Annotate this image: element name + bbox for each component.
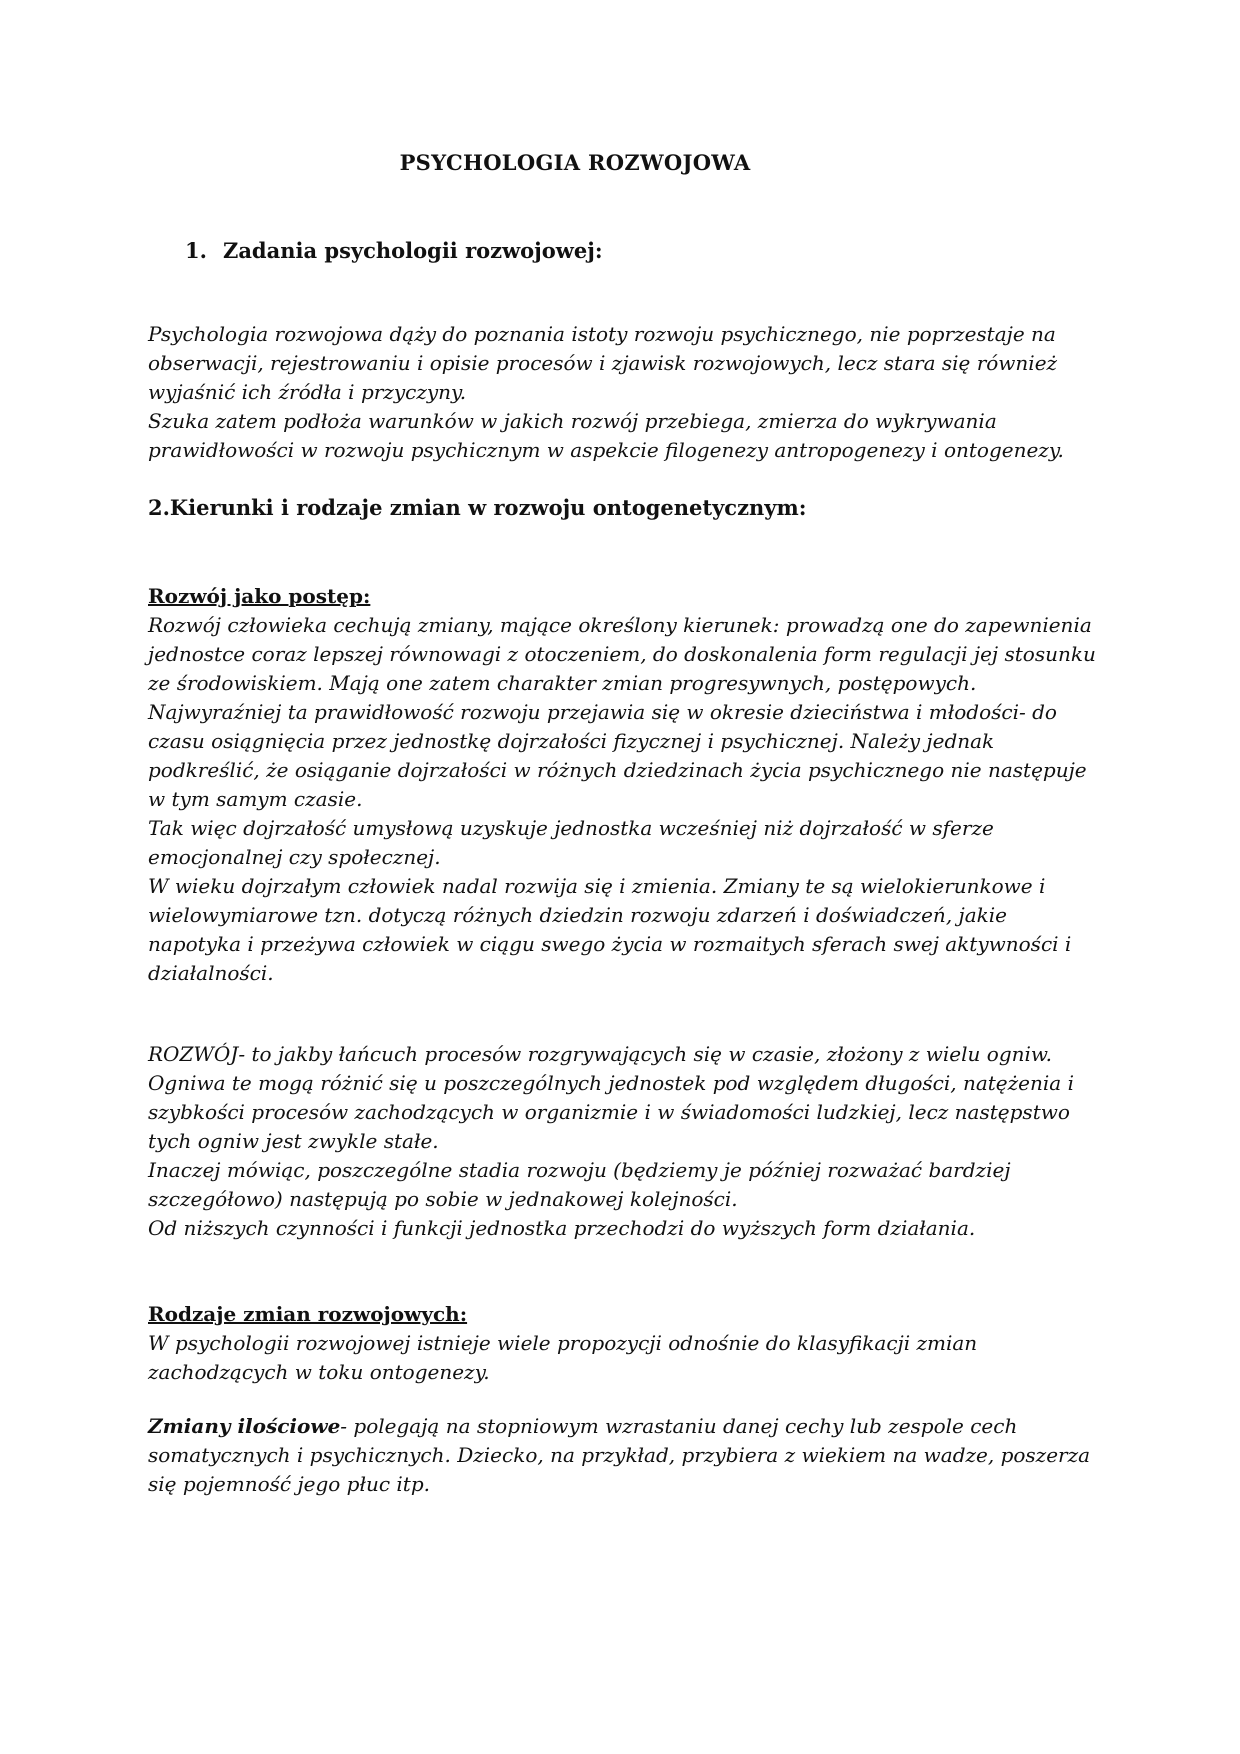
paragraph-line: ze środowiskiem. Mają one zatem charakter zmian progresywnych, postępowych.: [148, 671, 977, 695]
paragraph-line: jednostce coraz lepszej równowagi z otoczeniem, do doskonalenia form regulacji jej stosunku: [148, 642, 1096, 666]
paragraph-line: napotyka i przeżywa człowiek w ciągu swego życia w rozmaitych sferach swej aktywności i: [148, 932, 1072, 956]
paragraph-line: ROZWÓJ- to jakby łańcuch procesów rozgrywających się w czasie, złożony z wielu ogniw.: [148, 1042, 1053, 1066]
paragraph-line: się pojemność jego płuc itp.: [148, 1472, 431, 1496]
paragraph-line: somatycznych i psychicznych. Dziecko, na przykład, przybiera z wiekiem na wadze, poszerza: [148, 1443, 1091, 1467]
paragraph-line: Tak więc dojrzałość umysłową uzyskuje jednostka wcześniej niż dojrzałość w sferze: [148, 816, 994, 840]
paragraph-line: Najwyraźniej ta prawidłowość rozwoju przejawia się w okresie dzieciństwa i młodości- do: [148, 700, 1057, 724]
paragraph-line: Ogniwa te mogą różnić się u poszczególnych jednostek pod względem długości, natężenia i: [148, 1071, 1074, 1095]
document-title: PSYCHOLOGIA ROZWOJOWA: [399, 150, 751, 175]
paragraph-line: zachodzących w toku ontogenezy.: [148, 1360, 490, 1384]
paragraph-line: działalności.: [148, 961, 274, 985]
paragraph-line: tych ogniw jest zwykle stałe.: [148, 1129, 439, 1153]
development-paragraph: [148, 1040, 1098, 1243]
paragraph-line: podkreślić, że osiąganie dojrzałości w różnych dziedzinach życia psychicznego nie następuje: [148, 758, 1087, 782]
paragraph-line: w tym samym czasie.: [148, 787, 363, 811]
paragraph-line: Szuka zatem podłoża warunków w jakich rozwój przebiega, zmierza do wykrywania: [148, 409, 997, 433]
paragraph-line: czasu osiągnięcia przez jednostkę dojrzałości fizycznej i psychicznej. Należy jednak: [148, 729, 995, 753]
paragraph-line: obserwacji, rejestrowaniu i opisie procesów i zjawisk rozwojowych, lecz stara się również: [148, 351, 1058, 375]
paragraph-line: Od niższych czynności i funkcji jednostka przechodzi do wyższych form działania.: [148, 1216, 976, 1240]
paragraph-line: wyjaśnić ich źródła i przyczyny.: [148, 380, 467, 404]
section-1-heading: [185, 238, 603, 263]
types-subheading: Rodzaje zmian rozwojowych:: [148, 1302, 468, 1326]
progress-subheading: Rozwój jako postęp:: [148, 584, 371, 608]
section-1-paragraph: [148, 320, 1098, 465]
paragraph-line: szczegółowo) następują po sobie w jednakowej kolejności.: [148, 1187, 738, 1211]
paragraph-line: [148, 1412, 1098, 1441]
progress-section: [148, 582, 1098, 988]
paragraph-line: emocjonalnej czy społecznej.: [148, 845, 441, 869]
quantitative-term: Zmiany ilościowe: [148, 1414, 341, 1438]
paragraph-line: prawidłowości w rozwoju psychicznym w aspekcie filogenezy antropogenezy i ontogenezy.: [148, 438, 1064, 462]
paragraph-line: wielowymiarowe tzn. dotyczą różnych dziedzin rozwoju zdarzeń i doświadczeń, jakie: [148, 903, 1008, 927]
section-1-number: 1.: [185, 238, 207, 263]
paragraph-line: Rozwój człowieka cechują zmiany, mające określony kierunek: prowadzą one do zapewnienia: [148, 613, 1092, 637]
paragraph-line: Inaczej mówiąc, poszczególne stadia rozwoju (będziemy je później rozważać bardziej: [148, 1158, 1011, 1182]
paragraph-line: W wieku dojrzałym człowiek nadal rozwija się i zmienia. Zmiany te są wielokierunkowe i: [148, 874, 1046, 898]
section-2-heading: 2.Kierunki i rodzaje zmian w rozwoju ontogenetycznym:: [148, 495, 807, 520]
quantitative-changes-paragraph: [148, 1412, 1098, 1499]
paragraph-line: Psychologia rozwojowa dąży do poznania istoty rozwoju psychicznego, nie poprzestaje na: [148, 322, 1056, 346]
paragraph-line: szybkości procesów zachodzących w organizmie i w świadomości ludzkiej, lecz następstwo: [148, 1100, 1070, 1124]
types-section: [148, 1300, 1098, 1387]
quantitative-definition: - polegają na stopniowym wzrastaniu danej cechy lub zespole cech: [340, 1414, 1018, 1438]
paragraph-line: W psychologii rozwojowej istnieje wiele propozycji odnośnie do klasyfikacji zmian: [148, 1331, 978, 1355]
section-1-heading-text: Zadania psychologii rozwojowej:: [223, 238, 603, 263]
